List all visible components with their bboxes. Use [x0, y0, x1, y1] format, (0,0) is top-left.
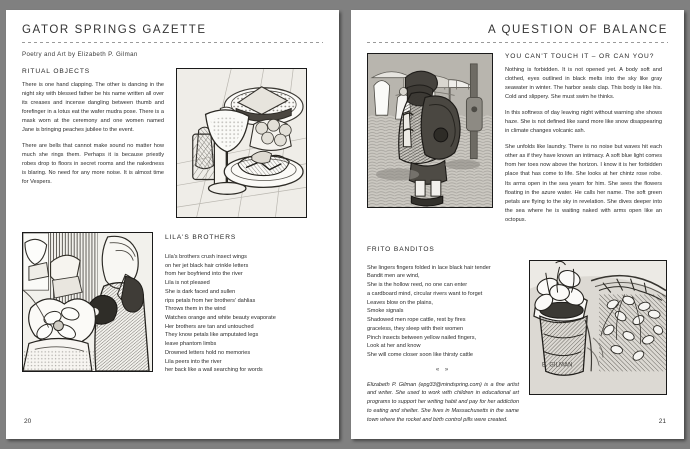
poem-title: LILA'S BROTHERS	[165, 234, 237, 241]
poem-line: Pinch insects between yellow nailed fingers,	[367, 334, 477, 341]
woman-with-flowers-sketch	[22, 232, 153, 372]
poem-line: Lila peers into the river	[165, 358, 222, 365]
article-paragraph: In this softness of day leaving night without warning she shows haze. She is not defined like sand more like snow disappearing in climate changes volcanic ash.	[505, 110, 662, 135]
left-page	[6, 10, 339, 439]
article-title: YOU CAN'T TOUCH IT – OR CAN YOU?	[505, 53, 655, 60]
poem-line: She will come closer soon like thirsty cattle	[367, 351, 474, 358]
poem-line: Look at her and know	[367, 343, 421, 350]
poem-line: She is the hollow reed, no one can enter	[367, 282, 468, 289]
ritual-objects-article	[22, 68, 164, 195]
poem-line: a cardboard mind, circular rivers want to forget	[367, 290, 483, 297]
poem-line: She lingers fingers folded in lace black hair tender	[367, 264, 491, 271]
poem-line: Throws them in the wind	[165, 306, 226, 313]
poem-title: FRITO BANDITOS	[367, 245, 435, 253]
street-traveler-photo	[367, 53, 493, 208]
page-number-left: 20	[24, 418, 32, 425]
frito-banditos-poem	[367, 246, 519, 425]
page-number-right: 21	[658, 418, 666, 425]
poem-line: from her boyfriend into the river	[165, 271, 243, 278]
poem-line: Lila is not pleased	[165, 280, 210, 287]
article-paragraph: There are bells that cannot make sound no matter how much she rings them. Perhaps it is because priestly robes drop to floors in secret rooms and the nakedness is blaring. No need for any more noise. It is almost time for Vespers.	[22, 143, 164, 186]
right-page	[351, 10, 684, 439]
right-header-divider	[367, 42, 668, 43]
poem-line: her back like a wail searching for words	[165, 367, 263, 374]
poem-line: Shadowed men rope cattle, rest by fires	[367, 317, 466, 324]
poem-line: Watches orange and white beauty evaporate	[165, 315, 276, 322]
poem-line: on her jet black hair crinkle letters	[165, 262, 249, 269]
left-masthead: GATOR SPRINGS GAZETTE	[22, 24, 207, 36]
poem-line: rips petals from her brothers' dahlias	[165, 297, 256, 304]
still-life-sketch	[176, 68, 307, 218]
poem-line: They know petals like amputated legs	[165, 332, 259, 339]
article-paragraph: She unfolds like laundry. There is no noise but waves hit each other as if they have known an intimacy. A soft blue light comes from her toes now above the horizon. I know it is her forbidden place that has come to life. She looks at her chintz rose robe. Its arms open in the sea yearn for him. She sees the flowers floating in the azure water. He calls her name. The soft green petals are flying to the sky in revelation. She dives deeper into the sea where he is waiting naked with arms open like an octopus.	[505, 144, 662, 223]
section-dingbat: « »	[435, 366, 451, 373]
author-bio: Elizabeth P. Gilman (epg33@mindspring.com) is a fine artist and writer. She used to work with children in educational art programs to support her writing habit and pay for her addiction to eating and shelter. She lives in Massachusetts in the same town where the rocket and birth control pills were created.	[367, 381, 519, 423]
poem-line: Drowned letters hold no memories	[165, 349, 251, 356]
byline: Poetry and Art by Elizabeth P. Gilman	[22, 51, 138, 58]
poem-line: graceless, they sleep with their women	[367, 325, 464, 332]
poem-line: Lila's brothers crush insect wings	[165, 254, 247, 260]
poem-line: Bandit men are wind,	[367, 273, 420, 280]
poem-line: leave phantom limbs	[165, 341, 217, 348]
question-of-balance-article	[505, 53, 662, 232]
left-header-divider	[22, 42, 323, 43]
right-masthead: A QUESTION OF BALANCE	[488, 24, 668, 36]
article-paragraph: Nothing is forbidden. It is not opened yet. A body soft and clothed, eyes outlined in black melts into the sky like gray seawater in winter. The harbor seals clap. This body is like his. Cold and slippery. She must swim he thinks.	[505, 67, 662, 101]
poem-line: Smoke signals	[367, 308, 404, 315]
article-paragraph: There is one hand clapping. The other is dancing in the night sky with blessed father be his name written all over its creases and incense dangling between thumb and forefinger in a lotus eat the wafer mudra pose. There is a mask worn at the ceremony and one women named Jane is bringing peaches jubilee to the event.	[22, 82, 164, 134]
poem-line: Leaves blow on the plains,	[367, 299, 433, 306]
poem-line: Her brothers are tan and untouched	[165, 323, 254, 330]
potted-plants-sketch	[529, 260, 667, 395]
svg-text:E. GILMAN: E. GILMAN	[541, 362, 573, 369]
article-title: RITUAL OBJECTS	[22, 68, 91, 75]
poem-line: She is dark faced and sullen	[165, 288, 236, 295]
lilas-brothers-poem	[165, 232, 315, 375]
